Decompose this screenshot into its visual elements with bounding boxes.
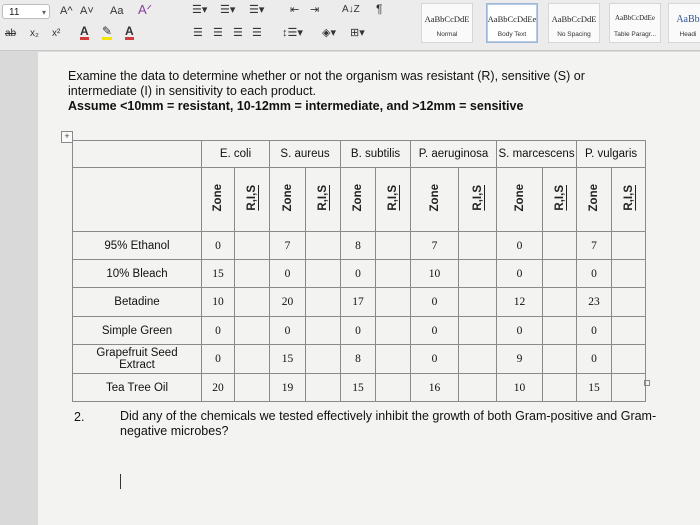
zone-cell[interactable]: 0 — [577, 345, 612, 374]
style-heading[interactable] — [668, 3, 700, 43]
zone-header: Zone — [212, 184, 224, 212]
pilcrow-icon[interactable]: ¶ — [376, 2, 383, 16]
subheader-row — [73, 168, 646, 232]
org-header: P. aeruginosa — [411, 141, 497, 168]
zone-cell[interactable]: 0 — [341, 260, 376, 288]
ris-cell[interactable] — [543, 288, 577, 317]
ris-cell[interactable] — [459, 345, 497, 374]
zone-cell[interactable]: 0 — [577, 317, 612, 345]
shading-icon[interactable]: ◈▾ — [322, 27, 336, 39]
numbering-icon[interactable]: ☰▾ — [220, 4, 236, 16]
question-text: Did any of the chemicals we tested effectively inhibit the growth of both Gram-positive and Gram-negative microbes? — [120, 409, 657, 438]
zone-cell[interactable]: 20 — [202, 374, 235, 402]
row-label: Tea Tree Oil — [73, 374, 202, 402]
style-body-text-label: Body Text — [497, 31, 527, 38]
style-body-text[interactable] — [486, 3, 538, 43]
highlight-icon[interactable]: ✎ — [102, 24, 113, 38]
ris-cell[interactable] — [543, 345, 577, 374]
ris-cell[interactable] — [306, 345, 341, 374]
clear-formatting-icon[interactable]: Aᐟ — [138, 2, 153, 17]
zone-header: Zone — [428, 184, 441, 212]
org-header: S. marcescens — [497, 141, 577, 168]
zone-cell[interactable]: 9 — [497, 345, 543, 374]
ris-cell[interactable] — [543, 260, 577, 288]
ris-cell[interactable] — [306, 260, 341, 288]
font-color-icon[interactable]: A — [125, 24, 134, 38]
ris-cell[interactable] — [306, 317, 341, 345]
ris-cell[interactable] — [459, 374, 497, 402]
zone-cell[interactable]: 0 — [202, 232, 235, 260]
ris-header: R,I,S — [317, 185, 330, 211]
style-table-paragraph-label: Table Paragr... — [614, 31, 656, 38]
zone-cell[interactable]: 7 — [270, 232, 306, 260]
zone-cell[interactable]: 10 — [497, 374, 543, 402]
style-body-text-sample: AaBbCcDdEe — [487, 14, 537, 24]
subheader-blank — [73, 168, 202, 232]
bullets-icon[interactable]: ☰▾ — [192, 4, 208, 16]
table-move-handle-icon[interactable]: + — [61, 131, 73, 143]
style-no-spacing-sample: AaBbCcDdE — [551, 14, 597, 24]
table-row — [73, 288, 646, 317]
table-row — [73, 232, 646, 260]
header-blank — [73, 141, 202, 168]
align-left-icon[interactable]: ☰ — [193, 27, 203, 39]
ris-cell[interactable] — [235, 260, 270, 288]
multilevel-list-icon[interactable]: ☰▾ — [249, 4, 265, 16]
ris-cell[interactable] — [459, 288, 497, 317]
zone-cell[interactable]: 7 — [577, 232, 612, 260]
line-spacing-icon[interactable]: ↕☰▾ — [282, 27, 303, 39]
text-cursor — [120, 474, 121, 489]
ris-cell[interactable] — [612, 345, 646, 374]
zone-cell[interactable]: 0 — [411, 288, 459, 317]
increase-indent-icon[interactable]: ⇥ — [310, 4, 320, 16]
instruction-line-3: Assume <10mm = resistant, 10-12mm = intermediate, and >12mm = sensitive — [68, 99, 524, 113]
zone-cell[interactable]: 15 — [577, 374, 612, 402]
superscript-icon[interactable]: x² — [52, 28, 61, 39]
ris-cell[interactable] — [612, 374, 646, 402]
ris-cell[interactable] — [543, 317, 577, 345]
table-row — [73, 317, 646, 345]
zone-cell[interactable]: 19 — [270, 374, 306, 402]
zone-header: Zone — [352, 184, 365, 212]
row-label: Simple Green — [73, 317, 202, 345]
strikethrough-icon[interactable]: ab — [5, 28, 17, 39]
question-number: 2. — [74, 410, 85, 424]
ris-cell[interactable] — [376, 374, 411, 402]
ris-cell[interactable] — [235, 232, 270, 260]
style-heading-sample: AaBb — [676, 14, 700, 25]
font-size-select[interactable] — [2, 4, 50, 19]
ris-cell[interactable] — [306, 232, 341, 260]
document-page[interactable] — [38, 52, 700, 525]
table-resize-handle-icon[interactable] — [644, 380, 650, 386]
instructions — [68, 69, 668, 114]
style-normal-label: Normal — [436, 31, 458, 38]
organism-header-row — [73, 141, 646, 168]
row-label: Grapefruit Seed Extract — [73, 345, 202, 374]
results-table — [72, 140, 646, 402]
subscript-icon[interactable]: x₂ — [30, 28, 39, 39]
text-effects-icon[interactable]: A — [80, 24, 89, 38]
style-table-paragraph[interactable] — [609, 3, 661, 43]
borders-icon[interactable]: ⊞▾ — [350, 27, 365, 39]
zone-cell[interactable]: 0 — [577, 260, 612, 288]
zone-cell[interactable]: 0 — [497, 317, 543, 345]
style-heading-label: Headi — [679, 31, 697, 38]
ris-cell[interactable] — [543, 374, 577, 402]
zone-cell[interactable]: 0 — [270, 317, 306, 345]
zone-cell[interactable]: 0 — [341, 317, 376, 345]
zone-header: Zone — [513, 184, 526, 212]
ris-cell[interactable] — [376, 317, 411, 345]
ris-header: R,I,S — [387, 185, 400, 211]
org-header: P. vulgaris — [577, 141, 646, 168]
font-size-value: 11 — [9, 7, 20, 18]
ris-cell[interactable] — [459, 232, 497, 260]
ris-cell[interactable] — [612, 288, 646, 317]
instruction-line-1: Examine the data to determine whether or not the organism was resistant (R), sensitive (S) or — [68, 69, 585, 83]
ris-cell[interactable] — [376, 232, 411, 260]
align-center-icon[interactable]: ☰ — [213, 27, 223, 39]
row-label: 10% Bleach — [73, 260, 202, 288]
ris-cell[interactable] — [235, 345, 270, 374]
org-header: B. subtilis — [341, 141, 411, 168]
table-row — [73, 345, 646, 374]
ris-cell[interactable] — [459, 317, 497, 345]
zone-cell[interactable]: 10 — [202, 288, 235, 317]
org-header: S. aureus — [270, 141, 341, 168]
table-row — [73, 260, 646, 288]
zone-cell[interactable]: 23 — [577, 288, 612, 317]
zone-cell[interactable]: 0 — [411, 345, 459, 374]
zone-cell[interactable]: 8 — [341, 345, 376, 374]
zone-header: Zone — [588, 184, 601, 212]
change-case-icon[interactable]: Aa — [110, 5, 124, 17]
zone-cell[interactable]: 0 — [270, 260, 306, 288]
decrease-indent-icon[interactable]: ⇤ — [290, 4, 300, 16]
zone-cell[interactable]: 10 — [411, 260, 459, 288]
shrink-font-icon[interactable]: A˅ — [80, 5, 94, 17]
style-no-spacing-label: No Spacing — [557, 31, 591, 38]
style-normal[interactable] — [421, 3, 473, 43]
zone-cell[interactable]: 15 — [270, 345, 306, 374]
ris-cell[interactable] — [612, 260, 646, 288]
ris-cell[interactable] — [306, 288, 341, 317]
zone-cell[interactable]: 0 — [411, 317, 459, 345]
ris-cell[interactable] — [376, 345, 411, 374]
zone-cell[interactable]: 0 — [497, 232, 543, 260]
style-normal-sample: AaBbCcDdE — [424, 14, 470, 24]
zone-cell[interactable]: 8 — [341, 232, 376, 260]
zone-cell[interactable]: 7 — [411, 232, 459, 260]
ris-cell[interactable] — [612, 317, 646, 345]
ris-cell[interactable] — [459, 260, 497, 288]
sort-icon[interactable]: A↓Z — [342, 4, 360, 15]
ris-header: R,I,S — [622, 185, 635, 211]
ris-header: R,I,S — [553, 185, 566, 211]
justify-icon[interactable]: ☰ — [252, 27, 262, 39]
align-right-icon[interactable]: ☰ — [233, 27, 243, 39]
org-header: E. coli — [202, 141, 270, 168]
ribbon-toolbar — [0, 0, 700, 51]
style-no-spacing[interactable] — [548, 3, 600, 43]
ris-cell[interactable] — [612, 232, 646, 260]
ris-cell[interactable] — [543, 232, 577, 260]
zone-cell[interactable]: 12 — [497, 288, 543, 317]
table-row — [73, 374, 646, 402]
ris-cell[interactable] — [235, 288, 270, 317]
zone-cell[interactable]: 17 — [341, 288, 376, 317]
ris-cell[interactable] — [376, 288, 411, 317]
chevron-down-icon: ▾ — [41, 8, 46, 17]
ris-header: R,I,S — [471, 185, 484, 211]
ris-header: R,I,S — [246, 185, 258, 211]
zone-cell[interactable]: 0 — [497, 260, 543, 288]
zone-cell[interactable]: 16 — [411, 374, 459, 402]
zone-cell[interactable]: 0 — [202, 317, 235, 345]
instruction-line-2: intermediate (I) in sensitivity to each product. — [68, 84, 317, 98]
zone-cell[interactable]: 0 — [202, 345, 235, 374]
row-label: Betadine — [73, 288, 202, 317]
ris-cell[interactable] — [235, 317, 270, 345]
zone-cell[interactable]: 20 — [270, 288, 306, 317]
row-label: 95% Ethanol — [73, 232, 202, 260]
style-table-paragraph-sample: AaBbCcDdEe — [614, 14, 656, 22]
zone-cell[interactable]: 15 — [202, 260, 235, 288]
zone-header: Zone — [281, 184, 294, 212]
ris-cell[interactable] — [306, 374, 341, 402]
ris-cell[interactable] — [235, 374, 270, 402]
zone-cell[interactable]: 15 — [341, 374, 376, 402]
grow-font-icon[interactable]: A^ — [60, 5, 73, 17]
ris-cell[interactable] — [376, 260, 411, 288]
